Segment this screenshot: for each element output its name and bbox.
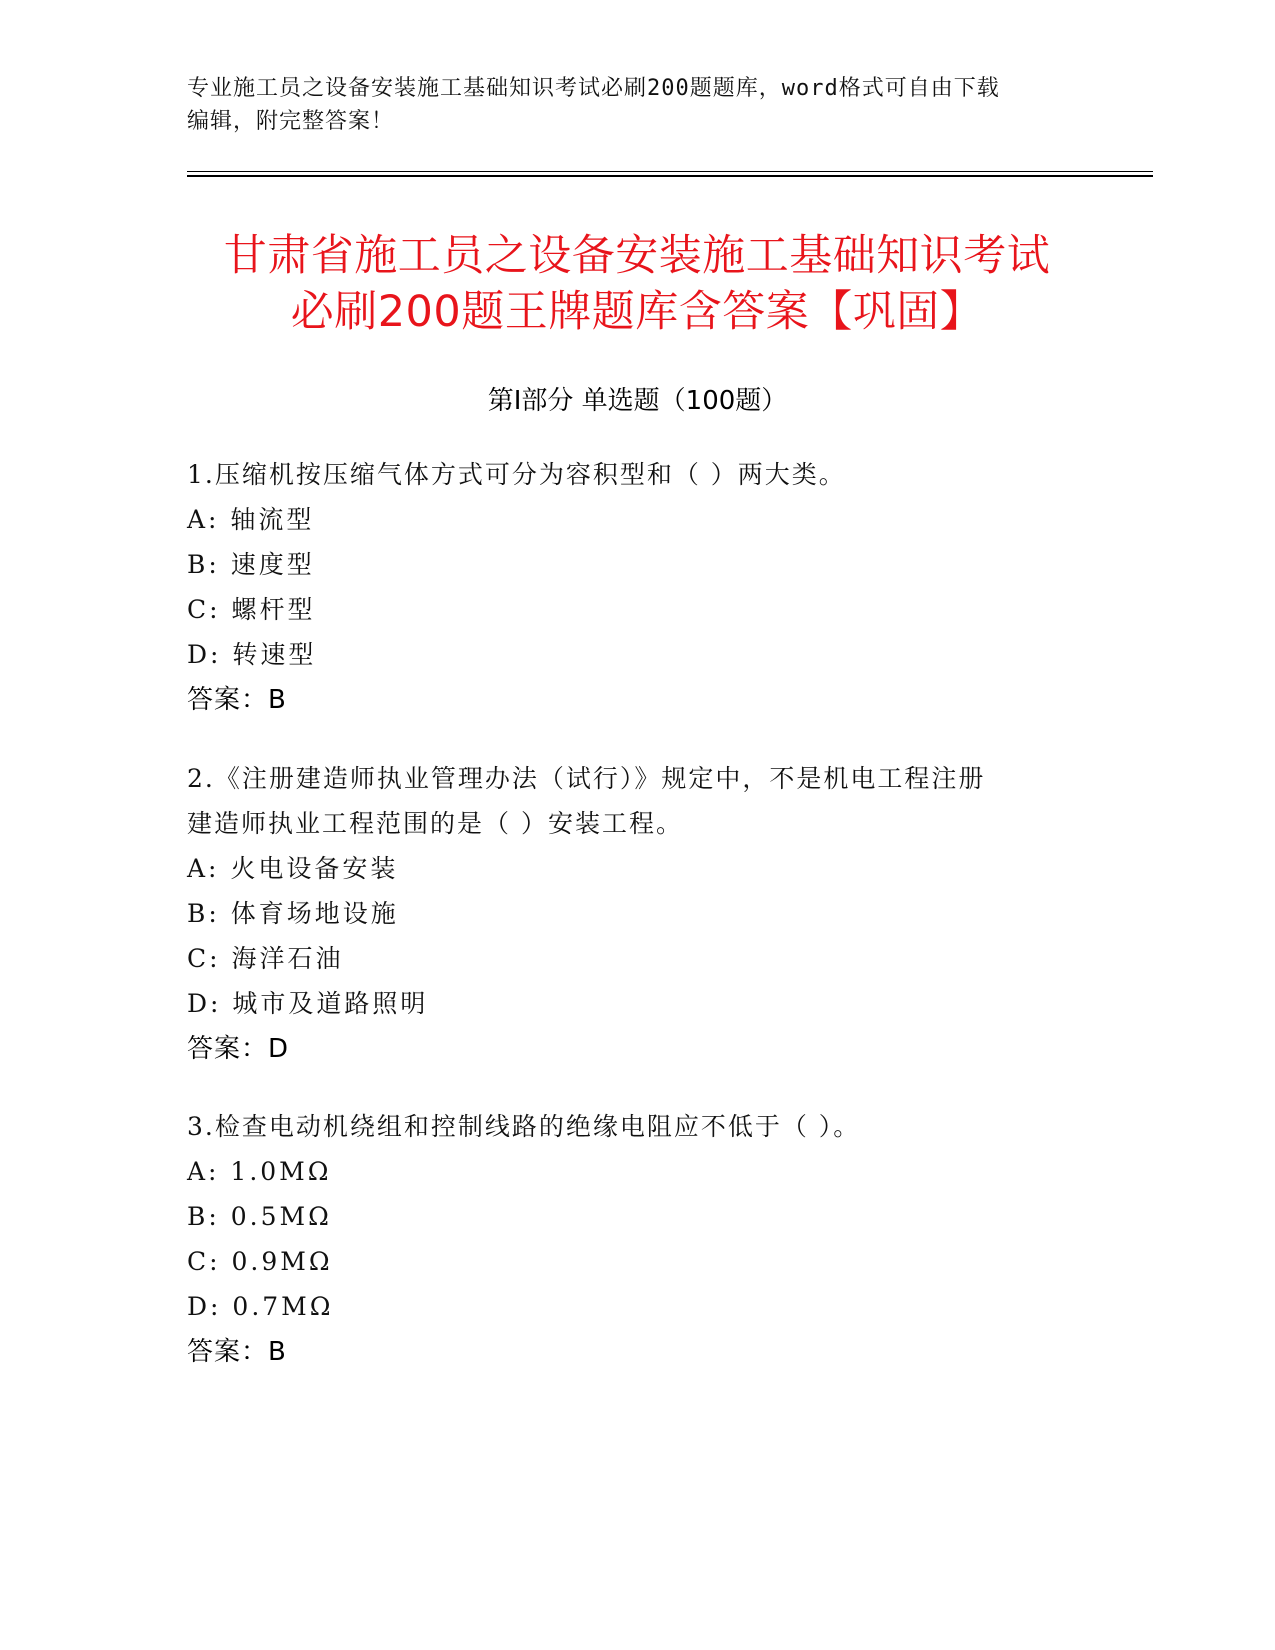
answer: 答案：B xyxy=(187,1337,287,1367)
document-title-line-1: 甘肃省施工员之设备安装施工基础知识考试 xyxy=(223,231,1051,281)
question-3 xyxy=(187,1104,1087,1375)
document-title-line-2: 必刷200题王牌题库含答案【巩固】 xyxy=(290,287,984,337)
option-d: D: 城市及道路照明 xyxy=(187,989,429,1018)
header-note-line-2: 编辑，附完整答案！ xyxy=(187,109,395,134)
answer: 答案：D xyxy=(187,1034,290,1064)
header-note xyxy=(187,72,1067,138)
option-c: C: 螺杆型 xyxy=(187,595,316,624)
option-c: C: 海洋石油 xyxy=(187,944,344,973)
option-b: B: 体育场地设施 xyxy=(187,899,399,928)
option-a: A: 1.0MΩ xyxy=(187,1157,332,1186)
question-stem-line-2: 建造师执业工程范围的是（ ）安装工程。 xyxy=(187,809,683,838)
question-stem-line-1: 2.《注册建造师执业管理办法（试行）》规定中，不是机电工程注册 xyxy=(187,764,986,793)
option-a: A: 轴流型 xyxy=(187,505,315,534)
option-b: B: 速度型 xyxy=(187,550,315,579)
question-2 xyxy=(187,756,1087,1072)
option-d: D: 0.7MΩ xyxy=(187,1292,334,1321)
header-note-line-1: 专业施工员之设备安装施工基础知识考试必刷200题题库，word格式可自由下载 xyxy=(187,76,1000,101)
option-a: A: 火电设备安装 xyxy=(187,854,399,883)
question-stem: 3.检查电动机绕组和控制线路的绝缘电阻应不低于（ ）。 xyxy=(187,1112,861,1141)
option-d: D: 转速型 xyxy=(187,640,317,669)
document-title xyxy=(187,228,1087,340)
option-c: C: 0.9MΩ xyxy=(187,1247,333,1276)
header-rule-thin xyxy=(187,171,1153,172)
section-heading: 第I部分 单选题（100题） xyxy=(487,386,788,416)
question-1 xyxy=(187,452,1087,723)
answer: 答案：B xyxy=(187,685,287,715)
header-rule-thick xyxy=(187,175,1153,177)
option-b: B: 0.5MΩ xyxy=(187,1202,332,1231)
question-stem: 1.压缩机按压缩气体方式可分为容积型和（ ）两大类。 xyxy=(187,460,846,489)
